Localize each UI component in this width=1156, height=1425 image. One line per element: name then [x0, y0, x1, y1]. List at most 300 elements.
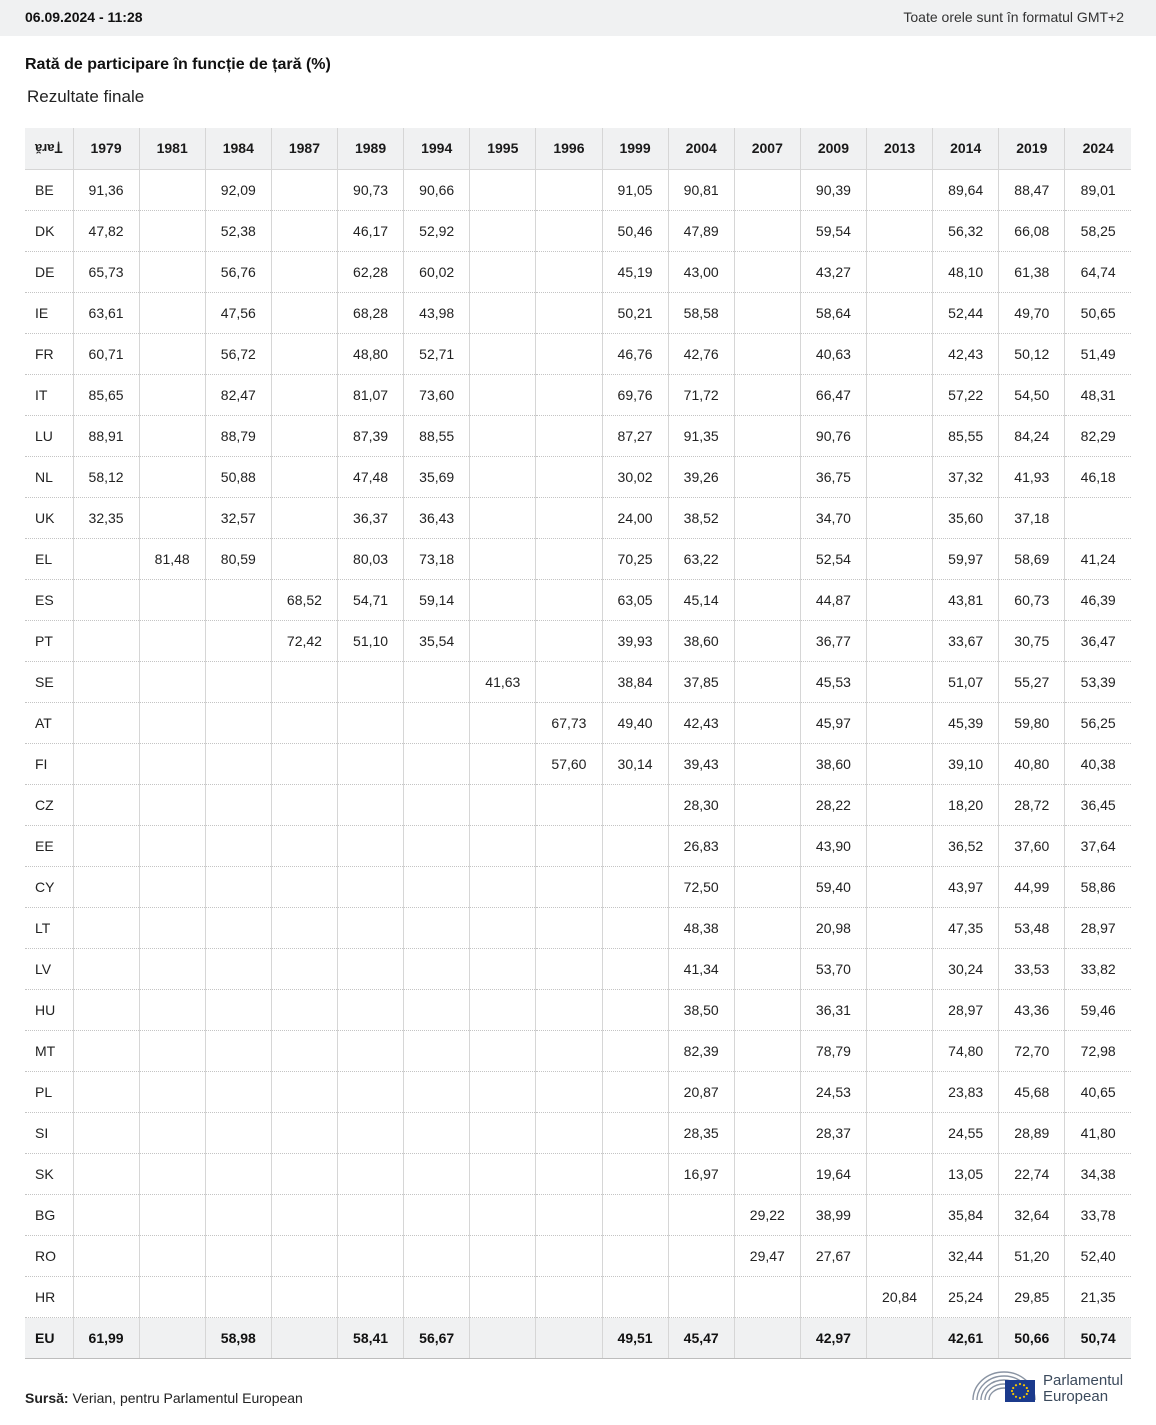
turnout-cell: 58,98 — [205, 1317, 271, 1358]
turnout-cell — [470, 702, 536, 743]
turnout-cell — [205, 784, 271, 825]
turnout-cell: 90,73 — [338, 169, 404, 210]
turnout-cell: 69,76 — [602, 374, 668, 415]
column-header-2004: 2004 — [668, 128, 734, 169]
turnout-cell — [734, 907, 800, 948]
table-row — [25, 907, 1131, 948]
turnout-cell — [734, 1112, 800, 1153]
turnout-cell — [139, 948, 205, 989]
turnout-cell — [867, 579, 933, 620]
turnout-cell — [602, 1235, 668, 1276]
turnout-cell: 72,42 — [271, 620, 337, 661]
turnout-cell — [602, 825, 668, 866]
turnout-cell — [734, 1030, 800, 1071]
turnout-cell: 87,27 — [602, 415, 668, 456]
table-row — [25, 1276, 1131, 1317]
turnout-cell: 32,64 — [999, 1194, 1065, 1235]
turnout-cell: 28,89 — [999, 1112, 1065, 1153]
turnout-cell: 49,51 — [602, 1317, 668, 1358]
turnout-cell: 37,18 — [999, 497, 1065, 538]
turnout-cell — [205, 1153, 271, 1194]
turnout-cell — [867, 1030, 933, 1071]
turnout-cell: 28,30 — [668, 784, 734, 825]
turnout-cell — [338, 1276, 404, 1317]
turnout-cell — [338, 866, 404, 907]
turnout-cell: 32,35 — [73, 497, 139, 538]
turnout-cell — [271, 661, 337, 702]
turnout-cell — [536, 825, 602, 866]
turnout-cell: 35,54 — [404, 620, 470, 661]
turnout-cell — [271, 1153, 337, 1194]
turnout-cell: 20,84 — [867, 1276, 933, 1317]
turnout-cell — [734, 251, 800, 292]
turnout-cell: 45,47 — [668, 1317, 734, 1358]
country-code: LT — [25, 907, 73, 948]
country-code: HR — [25, 1276, 73, 1317]
turnout-cell: 35,69 — [404, 456, 470, 497]
table-row — [25, 415, 1131, 456]
column-header-1995: 1995 — [470, 128, 536, 169]
table-row — [25, 251, 1131, 292]
turnout-cell — [205, 1112, 271, 1153]
table-row — [25, 661, 1131, 702]
turnout-cell: 50,88 — [205, 456, 271, 497]
turnout-cell — [867, 907, 933, 948]
turnout-cell: 88,55 — [404, 415, 470, 456]
turnout-cell — [205, 825, 271, 866]
turnout-cell: 49,40 — [602, 702, 668, 743]
turnout-cell — [139, 1153, 205, 1194]
turnout-cell — [139, 784, 205, 825]
turnout-cell: 50,21 — [602, 292, 668, 333]
country-code: AT — [25, 702, 73, 743]
table-row — [25, 1112, 1131, 1153]
turnout-cell: 42,76 — [668, 333, 734, 374]
turnout-cell — [867, 1235, 933, 1276]
column-header-2013: 2013 — [867, 128, 933, 169]
turnout-cell — [271, 1276, 337, 1317]
turnout-cell: 62,28 — [338, 251, 404, 292]
turnout-cell — [536, 579, 602, 620]
turnout-cell — [734, 620, 800, 661]
turnout-cell: 91,05 — [602, 169, 668, 210]
column-header-2019: 2019 — [999, 128, 1065, 169]
turnout-cell: 36,52 — [933, 825, 999, 866]
turnout-cell — [867, 292, 933, 333]
turnout-cell: 52,38 — [205, 210, 271, 251]
country-code: ES — [25, 579, 73, 620]
turnout-cell: 37,60 — [999, 825, 1065, 866]
turnout-cell: 40,80 — [999, 743, 1065, 784]
turnout-cell — [271, 702, 337, 743]
turnout-cell: 20,87 — [668, 1071, 734, 1112]
turnout-cell — [536, 1030, 602, 1071]
turnout-cell — [205, 1071, 271, 1112]
top-bar — [0, 0, 1156, 36]
column-header-2007: 2007 — [734, 128, 800, 169]
country-code: HU — [25, 989, 73, 1030]
turnout-cell — [73, 1235, 139, 1276]
turnout-cell: 54,50 — [999, 374, 1065, 415]
turnout-cell: 63,22 — [668, 538, 734, 579]
turnout-cell: 47,82 — [73, 210, 139, 251]
turnout-cell: 61,99 — [73, 1317, 139, 1358]
turnout-cell — [271, 374, 337, 415]
turnout-cell — [205, 661, 271, 702]
turnout-cell — [734, 1317, 800, 1358]
turnout-cell — [73, 1071, 139, 1112]
turnout-cell: 50,46 — [602, 210, 668, 251]
turnout-cell — [668, 1194, 734, 1235]
turnout-cell — [536, 169, 602, 210]
turnout-cell — [205, 1235, 271, 1276]
turnout-cell — [73, 743, 139, 784]
turnout-cell — [73, 989, 139, 1030]
turnout-cell — [271, 497, 337, 538]
turnout-cell: 58,86 — [1065, 866, 1131, 907]
table-row — [25, 538, 1131, 579]
turnout-cell — [536, 989, 602, 1030]
turnout-cell: 46,39 — [1065, 579, 1131, 620]
turnout-cell — [139, 907, 205, 948]
column-header-1989: 1989 — [338, 128, 404, 169]
table-row — [25, 743, 1131, 784]
turnout-cell: 64,74 — [1065, 251, 1131, 292]
turnout-cell — [338, 661, 404, 702]
turnout-cell: 52,54 — [800, 538, 866, 579]
turnout-cell: 39,26 — [668, 456, 734, 497]
turnout-cell — [470, 948, 536, 989]
turnout-cell — [867, 333, 933, 374]
turnout-cell: 56,25 — [1065, 702, 1131, 743]
turnout-cell — [470, 169, 536, 210]
country-code: RO — [25, 1235, 73, 1276]
turnout-cell — [734, 210, 800, 251]
turnout-cell: 43,27 — [800, 251, 866, 292]
turnout-cell: 24,53 — [800, 1071, 866, 1112]
turnout-cell: 63,05 — [602, 579, 668, 620]
turnout-cell: 90,81 — [668, 169, 734, 210]
table-row — [25, 1030, 1131, 1071]
turnout-cell — [404, 1235, 470, 1276]
table-row — [25, 1194, 1131, 1235]
turnout-cell — [470, 456, 536, 497]
turnout-cell: 26,83 — [668, 825, 734, 866]
turnout-cell — [470, 579, 536, 620]
table-row — [25, 1235, 1131, 1276]
turnout-cell — [867, 456, 933, 497]
turnout-cell: 53,39 — [1065, 661, 1131, 702]
turnout-cell — [867, 1071, 933, 1112]
turnout-cell — [271, 333, 337, 374]
turnout-cell: 38,50 — [668, 989, 734, 1030]
turnout-cell: 29,47 — [734, 1235, 800, 1276]
turnout-cell — [536, 374, 602, 415]
turnout-cell: 45,97 — [800, 702, 866, 743]
turnout-cell — [205, 989, 271, 1030]
turnout-cell — [536, 948, 602, 989]
turnout-cell: 36,31 — [800, 989, 866, 1030]
turnout-cell — [536, 1235, 602, 1276]
datetime: 06.09.2024 - 11:28 — [25, 9, 143, 25]
turnout-cell — [205, 743, 271, 784]
turnout-cell — [536, 251, 602, 292]
turnout-cell: 30,24 — [933, 948, 999, 989]
logo-line-1: Parlamentul — [1043, 1372, 1124, 1389]
turnout-cell: 90,76 — [800, 415, 866, 456]
country-code: BE — [25, 169, 73, 210]
turnout-cell — [404, 1112, 470, 1153]
turnout-cell: 28,22 — [800, 784, 866, 825]
turnout-cell: 40,65 — [1065, 1071, 1131, 1112]
turnout-cell — [602, 1112, 668, 1153]
turnout-cell: 20,98 — [800, 907, 866, 948]
turnout-cell — [1065, 497, 1131, 538]
turnout-cell — [404, 1071, 470, 1112]
turnout-cell — [404, 1153, 470, 1194]
turnout-cell — [470, 825, 536, 866]
turnout-cell: 41,80 — [1065, 1112, 1131, 1153]
turnout-cell: 85,55 — [933, 415, 999, 456]
country-code: MT — [25, 1030, 73, 1071]
turnout-cell: 50,12 — [999, 333, 1065, 374]
turnout-cell — [734, 948, 800, 989]
column-header-1994: 1994 — [404, 128, 470, 169]
turnout-cell — [139, 1030, 205, 1071]
turnout-cell: 38,99 — [800, 1194, 866, 1235]
turnout-cell — [73, 825, 139, 866]
turnout-cell — [470, 1071, 536, 1112]
turnout-cell — [536, 333, 602, 374]
turnout-cell: 61,38 — [999, 251, 1065, 292]
european-parliament-logo — [971, 1366, 1136, 1406]
turnout-cell — [139, 1194, 205, 1235]
turnout-cell — [139, 743, 205, 784]
turnout-cell: 37,85 — [668, 661, 734, 702]
turnout-cell — [205, 866, 271, 907]
turnout-cell: 36,47 — [1065, 620, 1131, 661]
turnout-cell — [139, 333, 205, 374]
turnout-cell: 35,60 — [933, 497, 999, 538]
turnout-cell: 66,47 — [800, 374, 866, 415]
turnout-cell — [470, 292, 536, 333]
turnout-cell — [470, 1276, 536, 1317]
turnout-cell — [470, 374, 536, 415]
turnout-cell: 72,50 — [668, 866, 734, 907]
country-code: NL — [25, 456, 73, 497]
turnout-cell: 37,64 — [1065, 825, 1131, 866]
turnout-cell — [139, 1276, 205, 1317]
turnout-cell: 23,83 — [933, 1071, 999, 1112]
turnout-cell: 51,49 — [1065, 333, 1131, 374]
turnout-cell — [470, 251, 536, 292]
country-code: FR — [25, 333, 73, 374]
turnout-cell — [139, 579, 205, 620]
turnout-cell — [404, 948, 470, 989]
turnout-cell: 53,70 — [800, 948, 866, 989]
turnout-cell: 36,43 — [404, 497, 470, 538]
turnout-cell: 56,32 — [933, 210, 999, 251]
turnout-cell — [536, 1112, 602, 1153]
turnout-cell: 59,97 — [933, 538, 999, 579]
country-code: SE — [25, 661, 73, 702]
turnout-cell: 18,20 — [933, 784, 999, 825]
turnout-cell — [536, 292, 602, 333]
turnout-cell — [734, 415, 800, 456]
turnout-cell — [271, 825, 337, 866]
turnout-cell — [338, 907, 404, 948]
table-row — [25, 456, 1131, 497]
turnout-cell — [338, 784, 404, 825]
turnout-cell: 32,44 — [933, 1235, 999, 1276]
turnout-cell — [867, 1317, 933, 1358]
turnout-cell — [271, 1235, 337, 1276]
turnout-cell: 70,25 — [602, 538, 668, 579]
european-parliament-emblem-icon — [971, 1366, 1037, 1406]
turnout-cell: 50,74 — [1065, 1317, 1131, 1358]
turnout-cell — [734, 1153, 800, 1194]
turnout-cell — [536, 456, 602, 497]
country-code: LU — [25, 415, 73, 456]
turnout-cell — [734, 825, 800, 866]
turnout-cell: 88,91 — [73, 415, 139, 456]
turnout-cell: 52,71 — [404, 333, 470, 374]
column-header-1987: 1987 — [271, 128, 337, 169]
turnout-cell: 25,24 — [933, 1276, 999, 1317]
turnout-cell: 40,63 — [800, 333, 866, 374]
turnout-cell: 38,84 — [602, 661, 668, 702]
turnout-cell — [73, 1276, 139, 1317]
turnout-cell — [867, 661, 933, 702]
turnout-cell: 29,22 — [734, 1194, 800, 1235]
turnout-cell — [734, 456, 800, 497]
turnout-cell — [867, 620, 933, 661]
turnout-cell — [470, 1112, 536, 1153]
turnout-cell — [536, 210, 602, 251]
turnout-cell: 81,07 — [338, 374, 404, 415]
turnout-cell — [470, 497, 536, 538]
turnout-cell: 34,38 — [1065, 1153, 1131, 1194]
turnout-cell: 48,38 — [668, 907, 734, 948]
turnout-cell: 36,37 — [338, 497, 404, 538]
turnout-cell: 45,53 — [800, 661, 866, 702]
turnout-cell: 60,73 — [999, 579, 1065, 620]
table-body — [25, 169, 1131, 1358]
turnout-cell — [73, 1030, 139, 1071]
turnout-cell — [271, 292, 337, 333]
turnout-cell — [338, 989, 404, 1030]
turnout-cell — [73, 661, 139, 702]
table-row — [25, 948, 1131, 989]
turnout-cell — [404, 866, 470, 907]
turnout-cell: 33,78 — [1065, 1194, 1131, 1235]
turnout-cell — [271, 907, 337, 948]
turnout-cell — [404, 743, 470, 784]
turnout-cell — [73, 1153, 139, 1194]
turnout-cell — [338, 1071, 404, 1112]
turnout-cell: 49,70 — [999, 292, 1065, 333]
turnout-cell: 28,97 — [1065, 907, 1131, 948]
table-row — [25, 292, 1131, 333]
turnout-cell — [139, 702, 205, 743]
table-row — [25, 579, 1131, 620]
turnout-cell — [867, 702, 933, 743]
turnout-cell — [734, 374, 800, 415]
table-row — [25, 374, 1131, 415]
timezone-note: Toate orele sunt în formatul GMT+2 — [903, 9, 1124, 25]
turnout-cell: 33,53 — [999, 948, 1065, 989]
turnout-cell: 59,46 — [1065, 989, 1131, 1030]
turnout-cell: 52,40 — [1065, 1235, 1131, 1276]
turnout-cell: 59,80 — [999, 702, 1065, 743]
turnout-cell: 29,85 — [999, 1276, 1065, 1317]
turnout-cell — [602, 907, 668, 948]
turnout-cell — [867, 374, 933, 415]
turnout-cell — [536, 1317, 602, 1358]
turnout-cell — [205, 1030, 271, 1071]
turnout-cell: 13,05 — [933, 1153, 999, 1194]
turnout-cell: 42,43 — [933, 333, 999, 374]
column-header-2014: 2014 — [933, 128, 999, 169]
turnout-cell — [338, 1235, 404, 1276]
turnout-cell: 50,65 — [1065, 292, 1131, 333]
turnout-cell: 44,99 — [999, 866, 1065, 907]
turnout-cell — [470, 620, 536, 661]
turnout-cell: 59,14 — [404, 579, 470, 620]
turnout-cell: 24,00 — [602, 497, 668, 538]
turnout-cell: 38,60 — [800, 743, 866, 784]
turnout-cell: 43,98 — [404, 292, 470, 333]
turnout-cell: 30,75 — [999, 620, 1065, 661]
turnout-cell: 47,89 — [668, 210, 734, 251]
column-header-1981: 1981 — [139, 128, 205, 169]
turnout-cell: 84,24 — [999, 415, 1065, 456]
turnout-cell — [734, 169, 800, 210]
turnout-cell — [867, 1112, 933, 1153]
turnout-cell — [139, 169, 205, 210]
turnout-cell: 37,32 — [933, 456, 999, 497]
turnout-cell: 73,60 — [404, 374, 470, 415]
turnout-cell — [734, 497, 800, 538]
turnout-cell — [73, 948, 139, 989]
country-code: EE — [25, 825, 73, 866]
turnout-cell — [338, 1153, 404, 1194]
turnout-cell: 22,74 — [999, 1153, 1065, 1194]
turnout-cell — [734, 702, 800, 743]
turnout-cell: 28,97 — [933, 989, 999, 1030]
turnout-cell: 43,97 — [933, 866, 999, 907]
country-code: FI — [25, 743, 73, 784]
country-code: SI — [25, 1112, 73, 1153]
turnout-cell — [73, 1112, 139, 1153]
turnout-cell: 45,14 — [668, 579, 734, 620]
turnout-cell — [205, 620, 271, 661]
country-code: DK — [25, 210, 73, 251]
turnout-cell: 28,35 — [668, 1112, 734, 1153]
table-header-row — [25, 128, 1131, 169]
turnout-cell: 41,24 — [1065, 538, 1131, 579]
turnout-cell — [338, 948, 404, 989]
turnout-cell: 72,70 — [999, 1030, 1065, 1071]
turnout-cell: 53,48 — [999, 907, 1065, 948]
turnout-cell — [734, 333, 800, 374]
turnout-cell — [800, 1276, 866, 1317]
turnout-cell — [867, 948, 933, 989]
turnout-cell: 87,39 — [338, 415, 404, 456]
turnout-cell — [338, 1194, 404, 1235]
turnout-cell — [734, 1276, 800, 1317]
turnout-cell: 30,14 — [602, 743, 668, 784]
